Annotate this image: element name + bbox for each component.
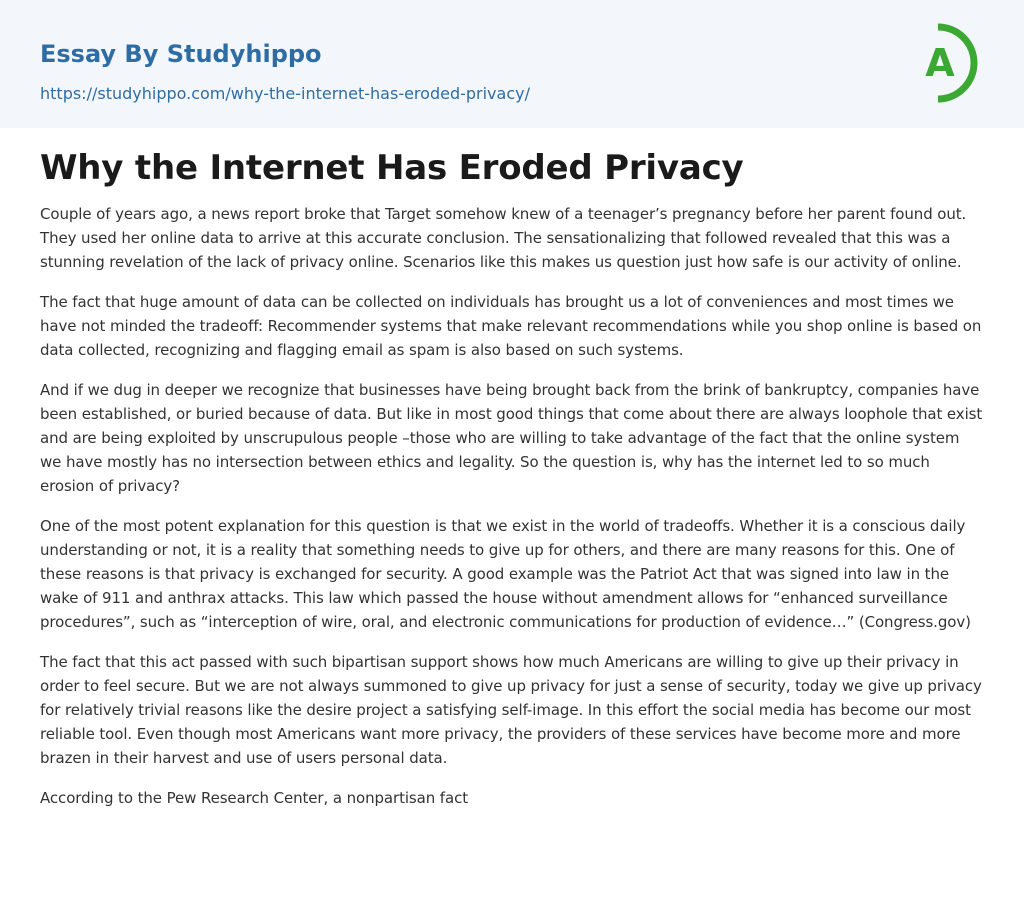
brand-title[interactable]: Essay By Studyhippo bbox=[40, 40, 322, 68]
page-title: Why the Internet Has Eroded Privacy bbox=[40, 148, 744, 188]
site-header bbox=[0, 0, 1024, 128]
logo-letter: A bbox=[925, 41, 955, 85]
paragraph-4: One of the most potent explanation for this question is that we exist in the world of tradeoffs. Whether it is a conscious daily understanding or not, it is a reality that something needs to give up for others, and there are many reasons for this. One of these reasons is that privacy is exchanged for security. A good example was the Patriot Act that was signed into law in the wake of 911 and anthrax attacks. This law which passed the house without amendment allows for “enhanced surveillance procedures”, such as “interception of wire, oral, and electronic communications for production of evidence…” (Congress.gov) bbox=[40, 517, 971, 631]
paragraph-3: And if we dug in deeper we recognize that businesses have being brought back from the brink of bankruptcy, companies have been established, or buried because of data. But like in most good things that come about there are always loophole that exist and are being exploited by unscrupulous people –those who are willing to take advantage of the fact that the online system we have mostly has no intersection between ethics and legality. So the question is, why has the internet led to so much erosion of privacy? bbox=[40, 381, 983, 495]
paragraph-1: Couple of years ago, a news report broke that Target somehow knew of a teenager’s pregnancy before her parent found out. They used her online data to arrive at this accurate conclusion. The sensationalizing that followed revealed that this was a stunning revelation of the lack of privacy online. Scenarios like this makes us question just how safe is our activity of online. bbox=[40, 205, 967, 271]
studyhippo-logo-icon[interactable] bbox=[914, 20, 986, 106]
essay-url-link[interactable]: https://studyhippo.com/why-the-internet-has-eroded-privacy/ bbox=[40, 84, 530, 103]
paragraph-6: According to the Pew Research Center, a nonpartisan fact bbox=[40, 789, 469, 807]
paragraph-5: The fact that this act passed with such bipartisan support shows how much Americans are willing to give up their privacy in order to feel secure. But we are not always summoned to give up privacy for just a sense of security, today we give up privacy for relatively trivial reasons like the desire project a satisfying self-image. In this effort the social media has become our most reliable tool. Even though most Americans want more privacy, the providers of these services have become more and more brazen in their harvest and use of users personal data. bbox=[40, 653, 982, 767]
article bbox=[40, 128, 984, 810]
paragraph-2: The fact that huge amount of data can be collected on individuals has brought us a lot of conveniences and most times we have not minded the tradeoff: Recommender systems that make relevant recommendations while you shop online is based on data collected, recognizing and flagging email as spam is also based on such systems. bbox=[40, 293, 982, 359]
